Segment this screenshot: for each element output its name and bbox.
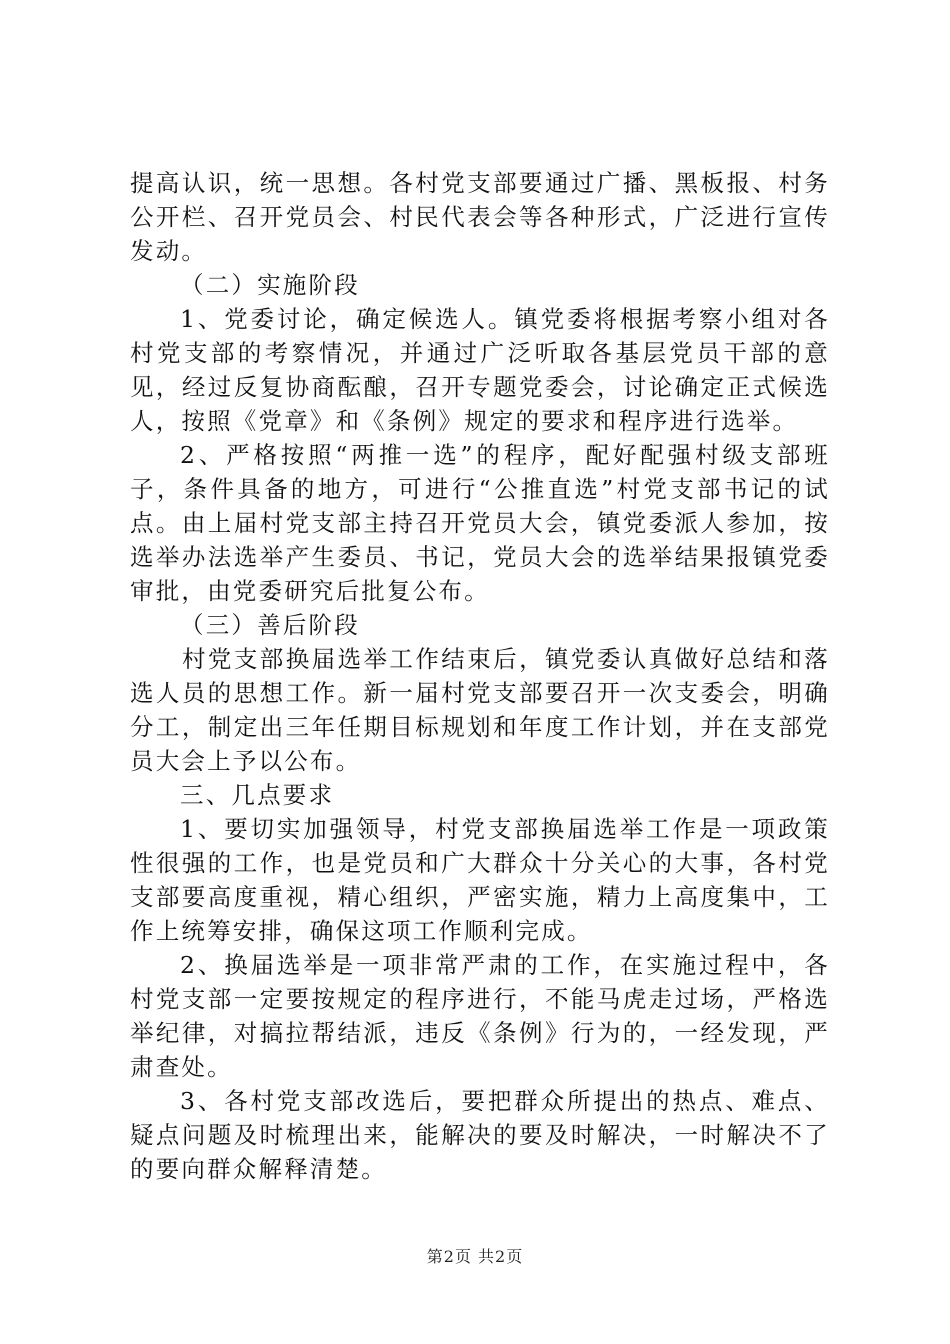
paragraph-intro-continuation: 提高认识，统一思想。各村党支部要通过广播、黑板报、村务公开栏、召开党员会、村民代表会等各种形式，广泛进行宣传发动。 bbox=[130, 169, 830, 265]
paragraph-two-recommend-one-elect: 2、严格按照“两推一选”的程序，配好配强村级支部班子，条件具备的地方，可进行“公推直选”村党支部书记的试点。由上届村党支部主持召开党员大会，镇党委派人参加，按选举办法选举产生委员、书记，党员大会的选举结果报镇党委审批，由党委研究后批复公布。 bbox=[130, 441, 830, 605]
paragraph-requirement-issues: 3、各村党支部改选后，要把群众所提出的热点、难点、疑点问题及时梳理出来，能解决的要及时解决，一时解决不了的要向群众解释清楚。 bbox=[130, 1087, 830, 1183]
page-number-footer: 第2页 共2页 bbox=[426, 1247, 524, 1266]
paragraph-requirement-leadership: 1、要切实加强领导，村党支部换届选举工作是一项政策性很强的工作，也是党员和广大群众十分关心的大事，各村党支部要高度重视，精心组织，严密实施，精力上高度集中，工作上统筹安排，确保这项工作顺利完成。 bbox=[130, 815, 830, 945]
paragraph-requirement-discipline: 2、换届选举是一项非常严肃的工作，在实施过程中，各村党支部一定要按规定的程序进行，不能马虎走过场，严格选举纪律，对搞拉帮结派，违反《条例》行为的，一经发现，严肃查处。 bbox=[130, 951, 830, 1081]
heading-requirements: 三、几点要求 bbox=[180, 781, 335, 809]
paragraph-party-discussion: 1、党委讨论，确定候选人。镇党委将根据考察小组对各村党支部的考察情况，并通过广泛听取各基层党员干部的意见，经过反复协商酝酿，召开专题党委会，讨论确定正式候选人，按照《党章》和《条例》规定的要求和程序进行选举。 bbox=[130, 305, 830, 435]
paragraph-aftermath-work: 村党支部换届选举工作结束后，镇党委认真做好总结和落选人员的思想工作。新一届村党支部要召开一次支委会，明确分工，制定出三年任期目标规划和年度工作计划，并在支部党员大会上予以公布。 bbox=[130, 645, 830, 775]
document-body bbox=[130, 166, 830, 1186]
heading-implementation-stage: （二）实施阶段 bbox=[180, 271, 360, 299]
heading-aftermath-stage: （三）善后阶段 bbox=[180, 611, 360, 639]
